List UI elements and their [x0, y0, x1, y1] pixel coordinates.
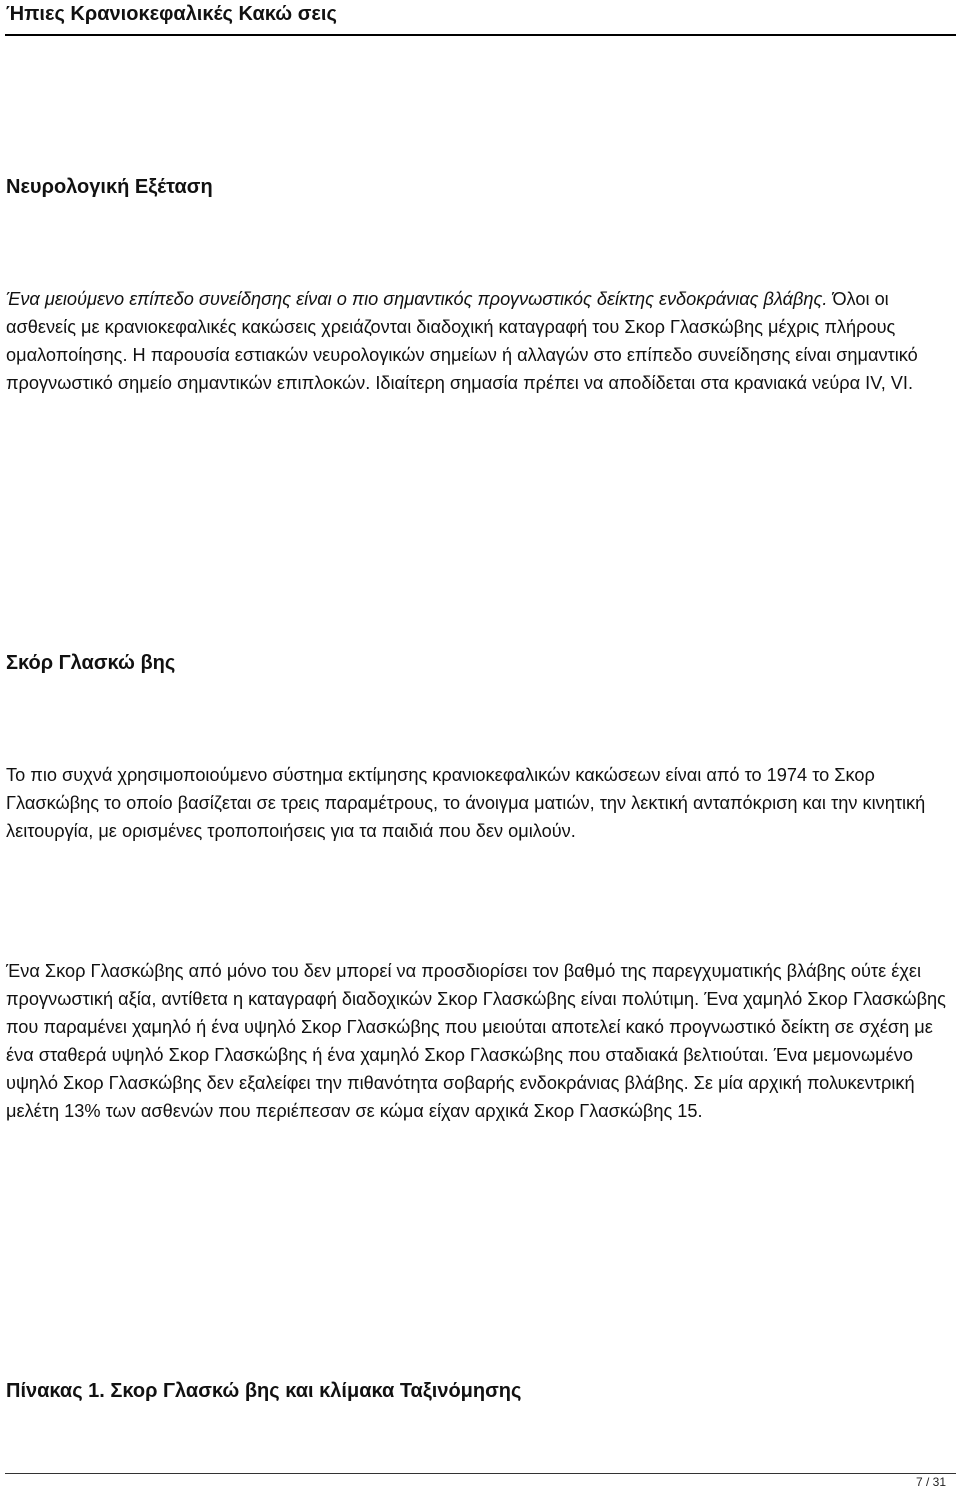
paragraph-glasgow-prognosis: Ένα Σκορ Γλασκώβης από μόνο του δεν μπορεί να προσδιορίσει τον βαθμό της παρεγχυματικής βλάβης ούτε έχει προγνωστική αξία, αντίθετα η καταγραφή διαδοχικών Σκορ Γλασκώβης είναι πολύτιμη. Ένα χαμηλό Σκορ Γλασκώβης που παραμένει χαμηλό ή ένα υψηλό Σκορ Γλασκώβης που μειούται αποτελεί κακό προγνωστικό δείκτη σε σχέση με ένα σταθερά υψηλό Σκορ Γλασκώβης ή ένα χαμηλό Σκορ Γλασκώβης που σταδιακά βελτιούται. Ένα μεμονωμένο υψηλό Σκορ Γλασκώβης δεν εξαλείφει την πιθανότητα σοβαρής ενδοκράνιας βλάβης. Σε μία αρχική πολυκεντρική μελέτη 13% των ασθενών που περιέπεσαν σε κώμα είχαν αρχικά Σκορ Γλασκώβης 15. [6, 961, 946, 1121]
section-heading-glasgow-score: Σκόρ Γλασκώ βης [6, 652, 176, 674]
paragraph-glasgow-intro: Το πιο συχνά χρησιμοποιούμενο σύστημα εκτίμησης κρανιοκεφαλικών κακώσεων είναι από το 1974 το Σκορ Γλασκώβης το οποίο βασίζεται σε τρεις παραμέτρους, το άνοιγμα ματιών, την λεκτική ανταπόκριση και την κινητική λειτουργία, με ορισμένες τροποποιήσεις για τα παιδιά που δεν ομιλούν. [6, 765, 926, 841]
paragraph-body: Όλοι οι ασθενείς με κρανιοκεφαλικές κακώσεις χρειάζονται διαδοχική καταγραφή του Σκορ Γλασκώβης μέχρις πλήρους ομαλοποίησης. Η παρουσία εστιακών νευρολογικών σημείων ή αλλαγών στο επίπεδο συνείδησης είναι σημαντικό προγνωστικό σημείο σημαντικών επιπλοκών. Ιδιαίτερη σημασία πρέπει να αποδίδεται στα κρανιακά νεύρα IV, VI. [6, 289, 918, 393]
header-divider [5, 34, 956, 36]
paragraph-neurological-exam [6, 285, 956, 397]
document-title: Ήπιες Κρανιοκεφαλικές Κακώ σεις [6, 3, 337, 25]
footer-divider [5, 1473, 956, 1474]
section-heading-neurological-exam: Νευρολογική Εξέταση [6, 176, 213, 198]
page-number: 7 / 31 [915, 1475, 946, 1489]
section-heading-table-1: Πίνακας 1. Σκορ Γλασκώ βης και κλίμακα Ταξινόμησης [6, 1380, 522, 1402]
paragraph-italic-lead: Ένα μειούμενο επίπεδο συνείδησης είναι ο πιο σημαντικός προγνωστικός δείκτης ενδοκράνιας βλάβης. [6, 289, 828, 309]
